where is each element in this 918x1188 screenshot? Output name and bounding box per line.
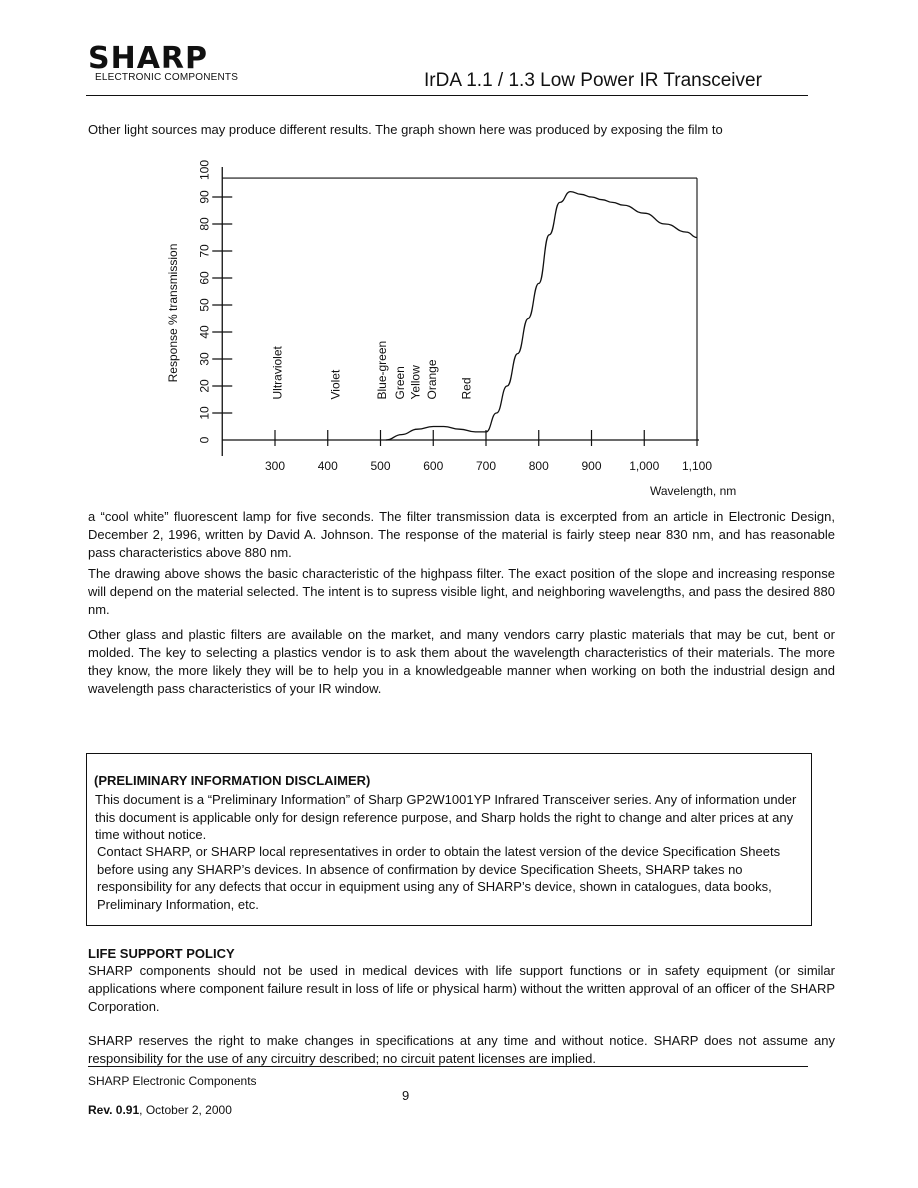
band-label: Orange [425, 359, 440, 400]
y-tick-label: 80 [197, 217, 212, 231]
disclaimer-contact: Contact SHARP, or SHARP local representatives in order to obtain the latest version of the device Specification Sheets before using any SHARP’s devices. In absence of confirmation by device Specification Sheets, SHARP takes no responsibility for any defects that occur in equipment using any of SHARP’s device, shown in catalogues, data books, Preliminary Information, etc. [97, 844, 781, 912]
y-tick-label: 20 [197, 379, 212, 393]
y-tick-label: 60 [197, 271, 212, 285]
revision-label: Rev. 0.91 [88, 1103, 140, 1117]
header-rule [86, 95, 808, 96]
logo-subtitle: ELECTRONIC COMPONENTS [95, 72, 239, 83]
y-tick-label: 40 [197, 325, 212, 339]
y-axis-label: Response % transmission [166, 243, 180, 383]
document-title: IrDA 1.1 / 1.3 Low Power IR Transceiver [424, 70, 762, 91]
chart-series [386, 192, 697, 440]
chart-frame [222, 167, 699, 456]
life-support-body: SHARP components should not be used in medical devices with life support functions or in safety equipment (or similar applications where component failure result in loss of life or physical harm) without the written approval of an officer of the SHARP Corporation. [88, 963, 835, 1014]
y-tick-label: 10 [197, 406, 212, 420]
sharp-logo: SHARP [88, 41, 209, 76]
x-axis-ticks [265, 430, 712, 473]
x-tick-label: 500 [370, 459, 391, 473]
x-tick-label: 600 [423, 459, 444, 473]
x-tick-label: 300 [264, 459, 286, 473]
y-tick-label: 100 [197, 159, 212, 181]
revision-info [88, 1103, 232, 1117]
footer-rule [88, 1066, 808, 1067]
y-tick-label: 70 [197, 244, 212, 258]
transmission-curve [386, 192, 697, 440]
paragraph-lamp: a “cool white” fluorescent lamp for five seconds. The filter transmission data is excerpted from an article in Electronic Design, December 2, 1996, written by David A. Johnson. The response of the material is fairly steep near 830 nm, and has reasonable pass characteristics above 880 nm. [88, 509, 835, 560]
x-tick-label: 700 [475, 459, 497, 473]
paragraph-vendors: Other glass and plastic filters are available on the market, and many vendors carry plastic materials that may be cut, bent or molded. The key to selecting a plastics vendor is to ask them about the wavelength characteristics of their materials. The more they know, the more likely they will be to help you in a knowledgeable manner when working on both the industrial design and wavelength pass characteristics of your IR window. [88, 627, 835, 696]
band-label: Blue-green [375, 340, 390, 400]
band-label: Ultraviolet [270, 346, 285, 400]
band-label: Violet [328, 369, 343, 400]
x-tick-label: 800 [528, 459, 549, 473]
band-label: Yellow [408, 365, 423, 400]
spectrum-band-labels [271, 341, 474, 400]
rights-reserved-text: SHARP reserves the right to make changes in specifications at any time and without notice. SHARP does not assume any responsibility for the use of any circuitry described; no circuit patent licenses are implied. [88, 1033, 835, 1066]
page-number: 9 [402, 1088, 410, 1103]
x-tick-label: 1,100 [681, 459, 713, 473]
x-tick-label: 400 [317, 459, 338, 473]
y-tick-label: 90 [197, 190, 212, 204]
paragraph-highpass: The drawing above shows the basic characteristic of the highpass filter. The exact position of the slope and increasing response will depend on the material selected. The intent is to supress visible light, and neighboring wavelengths, and pass the desired 880 nm. [88, 566, 835, 617]
x-tick-label: 1,000 [629, 459, 660, 473]
life-support-title: LIFE SUPPORT POLICY [88, 946, 235, 961]
revision-date: , October 2, 2000 [139, 1103, 232, 1117]
band-label: Red [459, 377, 474, 400]
x-axis-label: Wavelength, nm [650, 484, 737, 498]
footer-company: SHARP Electronic Components [88, 1074, 257, 1088]
x-tick-label: 900 [581, 459, 602, 473]
band-label: Green [393, 366, 408, 400]
disclaimer-title: (PRELIMINARY INFORMATION DISCLAIMER) [94, 773, 371, 788]
y-tick-label: 30 [197, 352, 212, 366]
transmission-chart [150, 155, 720, 485]
disclaimer-body: This document is a “Preliminary Information” of Sharp GP2W1001YP Infrared Transceiver series. Any of information under this document is applicable only for design reference purpose, and Sharp holds the right to change and alter prices at any time without notice. [95, 792, 797, 842]
intro-text: Other light sources may produce different results. The graph shown here was produced by exposing the film to [88, 122, 723, 137]
y-tick-label: 50 [197, 298, 212, 312]
y-axis-ticks [197, 160, 232, 444]
y-tick-label: 0 [197, 436, 212, 444]
